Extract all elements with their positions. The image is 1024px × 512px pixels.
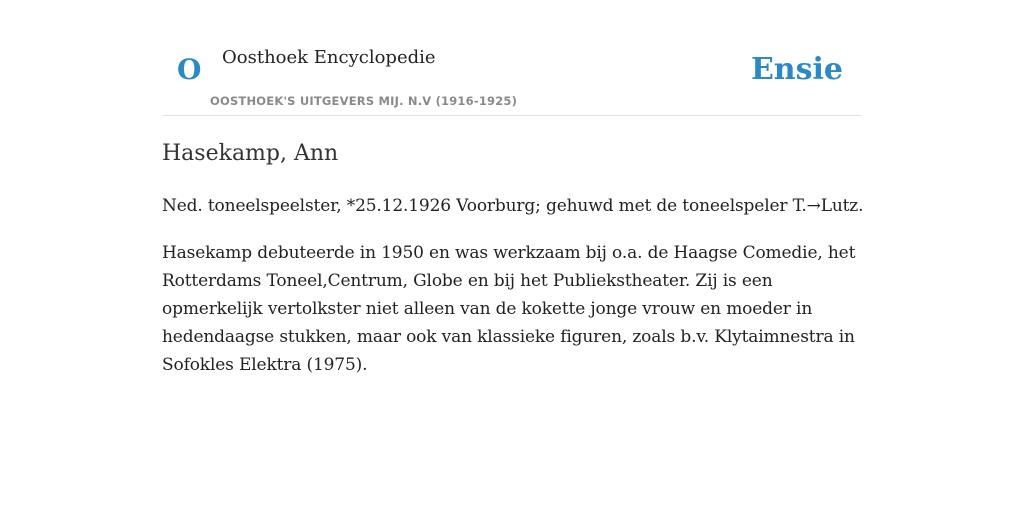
intro-end: . xyxy=(858,196,864,216)
cross-reference-link-lutz[interactable] xyxy=(807,196,859,216)
encyclopedia-title-link[interactable]: Oosthoek Encyclopedie xyxy=(222,47,436,68)
header xyxy=(162,0,862,116)
publisher-subtitle: OOSTHOEK'S UITGEVERS MIJ. N.V (1916-1925) xyxy=(210,94,518,108)
entry-title: Hasekamp, Ann xyxy=(162,141,339,166)
cross-reference-arrow-icon: → xyxy=(806,196,821,216)
entry-body-paragraph: Hasekamp debuteerde in 1950 en was werkzaam bij o.a. de Haagse Comedie, het Rotterdams Toneel,Centrum, Globe en bij het Publiekstheater. Zij is een opmerkelijk vertolkster niet alleen van de kokette jonge vrouw en moeder in hedendaagse stukken, maar ook van klassieke figuren, zoals b.v. Klytaimnestra in Sofokles Elektra (1975). xyxy=(162,243,856,375)
page xyxy=(162,0,864,375)
cross-reference-label: Lutz xyxy=(820,196,859,216)
encyclopedia-logo-icon[interactable]: O xyxy=(177,53,202,86)
entry-intro-paragraph xyxy=(162,192,862,220)
intro-text: Ned. toneelspeelster, *25.12.1926 Voorburg; gehuwd met de toneelspeler T. xyxy=(162,196,807,216)
ensie-logo-link[interactable]: Ensie xyxy=(750,52,843,87)
